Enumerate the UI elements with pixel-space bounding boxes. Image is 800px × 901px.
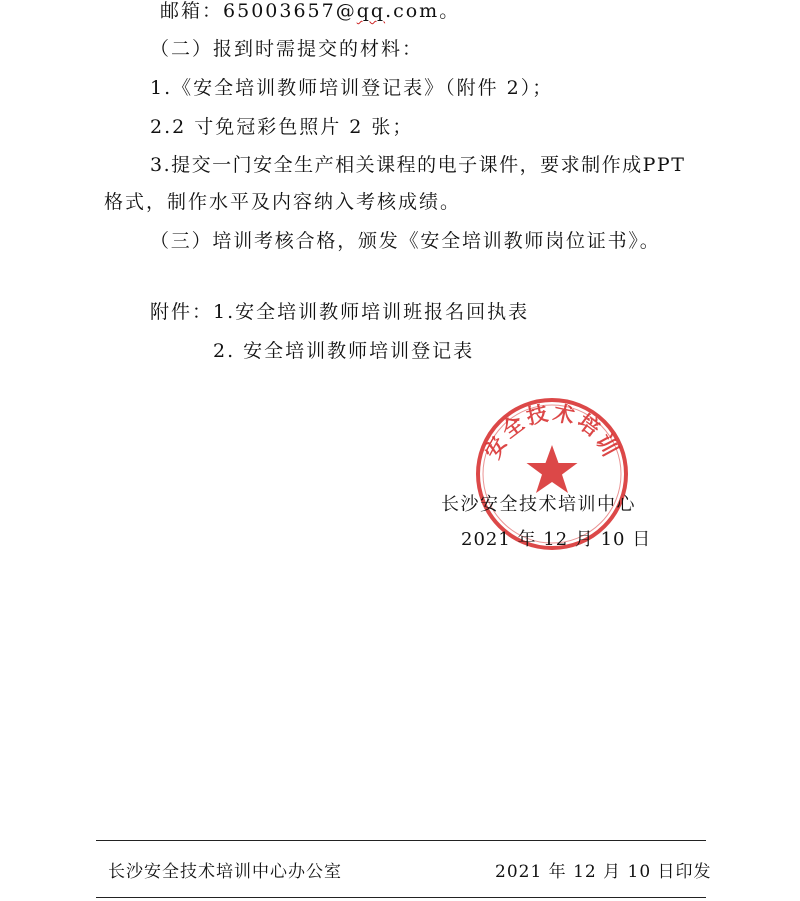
footer-print-date: 2021 年 12 月 10 日印发: [495, 862, 712, 882]
footer-top-rule: [96, 840, 706, 841]
footer-bottom-rule: [96, 897, 706, 898]
section2-heading: （二）报到时需提交的材料：: [150, 38, 424, 60]
email-line: [160, 2, 460, 21]
attachment-1: 1.安全培训教师培训班报名回执表: [213, 301, 530, 323]
item3-line1: 3.提交一门安全生产相关课程的电子课件，要求制作成PPT: [150, 154, 686, 176]
email-tld: .com。: [385, 0, 461, 22]
email-at: @: [335, 0, 357, 22]
signature-org: 长沙安全技术培训中心: [441, 494, 636, 515]
item3-line2: 格式，制作水平及内容纳入考核成绩。: [104, 191, 462, 213]
attachments-line1: [150, 303, 529, 322]
email-domain: qq: [356, 0, 386, 22]
email-label: 邮箱：: [160, 0, 224, 22]
email-number: 65003657: [223, 0, 336, 22]
attachment-2: 2. 安全培训教师培训登记表: [213, 340, 475, 362]
item2-text: 2.2 寸免冠彩色照片 2 张；: [150, 116, 414, 138]
section3-heading: （三）培训考核合格，颁发《安全培训教师岗位证书》。: [150, 230, 661, 252]
signature-date: 2021 年 12 月 10 日: [461, 529, 652, 550]
seal-text: 安全技术培训: [480, 400, 624, 463]
attachments-label: 附件：: [150, 301, 214, 323]
item1-text: 1.《安全培训教师培训登记表》（附件 2）；: [150, 77, 554, 99]
footer-office: 长沙安全技术培训中心办公室: [108, 862, 342, 882]
